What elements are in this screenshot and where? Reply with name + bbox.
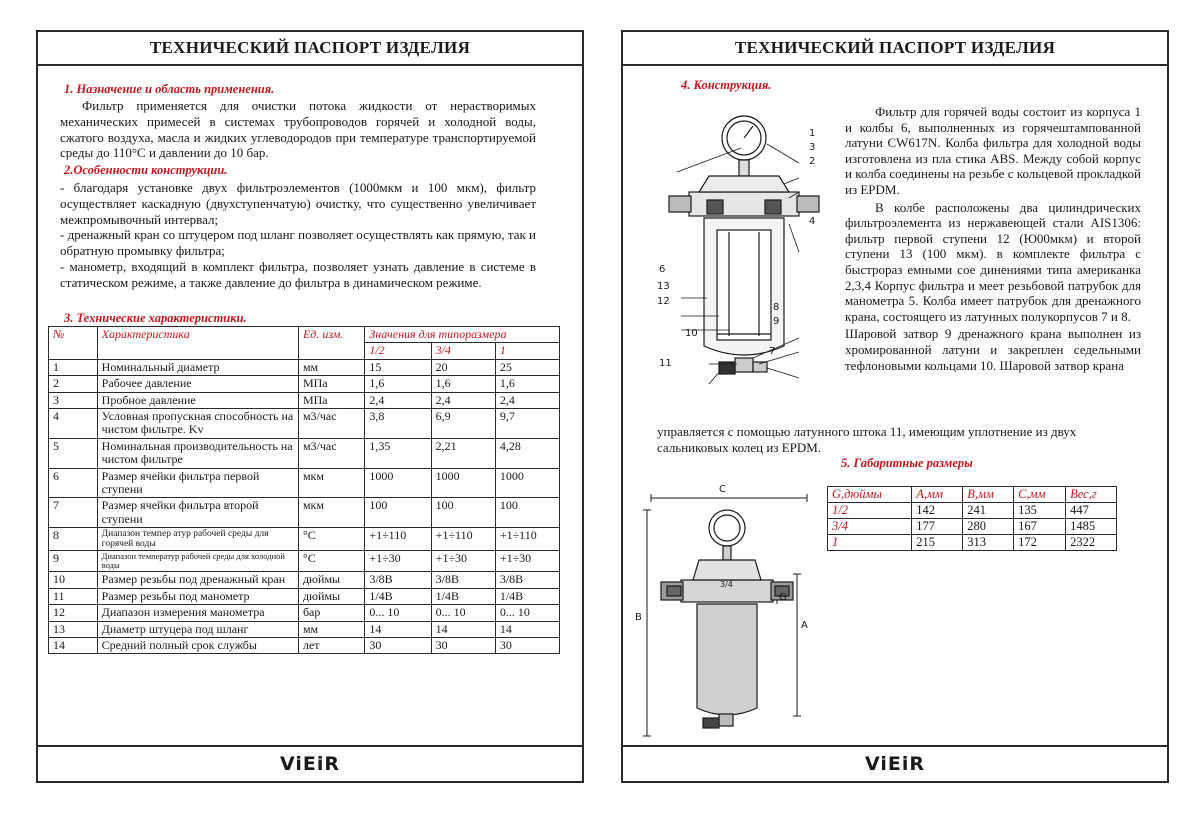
table-row bbox=[49, 572, 560, 588]
table-row bbox=[49, 392, 560, 408]
row-unit: °С bbox=[298, 551, 364, 572]
callout-6: 6 bbox=[659, 264, 666, 275]
row-value: 1,6 bbox=[365, 376, 431, 392]
row-value: 2,4 bbox=[431, 392, 495, 408]
row-unit: дюймы bbox=[298, 588, 364, 604]
table-row bbox=[49, 359, 560, 375]
row-number: 1 bbox=[49, 359, 98, 375]
header-unit: Ед. изм. bbox=[298, 327, 364, 360]
dims-header: G,дюймы bbox=[828, 487, 912, 503]
row-value: 100 bbox=[495, 498, 559, 528]
features-list bbox=[60, 180, 536, 291]
callout-3: 3 bbox=[809, 142, 816, 153]
row-characteristic: Средний полный срок службы bbox=[97, 637, 298, 653]
header-size: 1 bbox=[495, 343, 559, 359]
row-characteristic: Диаметр штуцера под шланг bbox=[97, 621, 298, 637]
right-page bbox=[621, 30, 1169, 783]
dims-value: 241 bbox=[963, 503, 1014, 519]
section-heading-dimensions: 5. Габаритные размеры bbox=[841, 456, 973, 470]
row-characteristic: Диапазон темпер атур рабочей среды для горячей воды bbox=[97, 528, 298, 551]
dim-label-b: B bbox=[635, 612, 642, 623]
dims-value: 1485 bbox=[1066, 519, 1117, 535]
row-number: 4 bbox=[49, 409, 98, 439]
row-number: 14 bbox=[49, 637, 98, 653]
row-value: 30 bbox=[495, 637, 559, 653]
dims-row bbox=[828, 503, 1117, 519]
construction-text bbox=[845, 104, 1141, 373]
row-value: 0... 10 bbox=[431, 605, 495, 621]
feature-item: - дренажный кран со штуцером под шланг позволяет осуществлять как прямую, так и обратную промывку фильтра; bbox=[60, 227, 536, 259]
row-characteristic: Условная пропускная способность на чистом фильтре. Kv bbox=[97, 409, 298, 439]
row-value: +1÷110 bbox=[431, 528, 495, 551]
row-value: 1000 bbox=[431, 468, 495, 498]
section-heading-purpose: 1. Назначение и область применения. bbox=[64, 82, 275, 96]
table-row bbox=[49, 551, 560, 572]
page-title: ТЕХНИЧЕСКИЙ ПАСПОРТ ИЗДЕЛИЯ bbox=[38, 32, 582, 66]
purpose-paragraph: Фильтр применяется для очистки потока жидкости от нерастворимых механических примесей в системах трубопроводов горячей и холодной воды, сжатого воздуха, масла и жидких углеводородов при температуре транспортируемой среды до 110°С и давлении до 10 бар. bbox=[60, 98, 536, 161]
dims-value: 2322 bbox=[1066, 535, 1117, 551]
row-unit: м3/час bbox=[298, 409, 364, 439]
row-unit: мкм bbox=[298, 468, 364, 498]
row-value: 3,8 bbox=[365, 409, 431, 439]
row-value: 0... 10 bbox=[495, 605, 559, 621]
row-value: 2,21 bbox=[431, 438, 495, 468]
row-number: 6 bbox=[49, 468, 98, 498]
row-value: 3/8В bbox=[495, 572, 559, 588]
dims-size: 1 bbox=[828, 535, 912, 551]
callout-9: 9 bbox=[773, 316, 780, 327]
row-number: 11 bbox=[49, 588, 98, 604]
row-characteristic: Размер ячейки фильтра второй ступени bbox=[97, 498, 298, 528]
row-value: 9,7 bbox=[495, 409, 559, 439]
dimensions-diagram bbox=[637, 486, 813, 746]
row-number: 5 bbox=[49, 438, 98, 468]
row-number: 8 bbox=[49, 528, 98, 551]
table-row bbox=[49, 498, 560, 528]
construction-paragraph: Фильтр для горячей воды состоит из корпуса 1 и колбы 6, выполненных из горячештампованной латуни CW617N. Колба фильтра для холодной воды изготовлена из пла стика ABS. Между собой корпус и колба соединены на резьбе с кольцевой прокладкой из EPDM. bbox=[845, 104, 1141, 197]
dims-header: В,мм bbox=[963, 487, 1014, 503]
section-heading-specs: 3. Технические характеристики. bbox=[64, 311, 247, 325]
table-row bbox=[49, 621, 560, 637]
dims-value: 280 bbox=[963, 519, 1014, 535]
table-row bbox=[49, 588, 560, 604]
construction-paragraph: В колбе расположены два цилиндрических фильтроэлемента из нержавеющей стали AIS1306: фильтр первой ступени 12 (Ю00мкм) и второй ступени 13 (100 мкм). в комплекте фильтра с быстрораз емными сое динениями типа американка 2,3,4 Корпус фильтра и меет резьбовой патрубок для манометра 5. Колба имеет патрубок для дренажного крана, состоящего из латунных полукорпусов 7 и 8. bbox=[845, 199, 1141, 324]
row-number: 3 bbox=[49, 392, 98, 408]
row-value: 25 bbox=[495, 359, 559, 375]
dimensions-table bbox=[827, 486, 1117, 551]
row-value: 1/4В bbox=[495, 588, 559, 604]
callout-1: 1 bbox=[809, 128, 816, 139]
row-value: 2,4 bbox=[365, 392, 431, 408]
dims-value: 135 bbox=[1014, 503, 1066, 519]
dims-value: 177 bbox=[912, 519, 963, 535]
dims-value: 313 bbox=[963, 535, 1014, 551]
row-number: 2 bbox=[49, 376, 98, 392]
row-value: 30 bbox=[431, 637, 495, 653]
header-values: Значения для типоразмера bbox=[365, 327, 560, 343]
row-value: 4,28 bbox=[495, 438, 559, 468]
callout-11: 11 bbox=[659, 358, 672, 369]
row-value: 1,6 bbox=[431, 376, 495, 392]
row-number: 9 bbox=[49, 551, 98, 572]
section-heading-construction: 4. Конструкция. bbox=[681, 78, 772, 92]
table-row bbox=[49, 605, 560, 621]
table-row bbox=[49, 468, 560, 498]
page-title: ТЕХНИЧЕСКИЙ ПАСПОРТ ИЗДЕЛИЯ bbox=[623, 32, 1167, 66]
brand-logo: ViEiR bbox=[38, 745, 582, 781]
row-characteristic: Рабочее давление bbox=[97, 376, 298, 392]
row-value: +1÷30 bbox=[431, 551, 495, 572]
callout-10: 10 bbox=[685, 328, 698, 339]
table-row bbox=[49, 438, 560, 468]
row-value: 1000 bbox=[365, 468, 431, 498]
row-value: 30 bbox=[365, 637, 431, 653]
header-characteristic: Характеристика bbox=[97, 327, 298, 360]
row-characteristic: Диапазон измерения манометра bbox=[97, 605, 298, 621]
dims-row bbox=[828, 535, 1117, 551]
row-value: 14 bbox=[431, 621, 495, 637]
row-value: +1÷110 bbox=[495, 528, 559, 551]
header-number: № bbox=[49, 327, 98, 360]
row-unit: МПа bbox=[298, 376, 364, 392]
row-number: 7 bbox=[49, 498, 98, 528]
row-characteristic: Размер ячейки фильтра первой ступени bbox=[97, 468, 298, 498]
row-value: +1÷30 bbox=[365, 551, 431, 572]
row-characteristic: Пробное давление bbox=[97, 392, 298, 408]
row-value: +1÷30 bbox=[495, 551, 559, 572]
dims-size: 3/4 bbox=[828, 519, 912, 535]
dims-value: 215 bbox=[912, 535, 963, 551]
dims-value: 167 bbox=[1014, 519, 1066, 535]
dims-header: С,мм bbox=[1014, 487, 1066, 503]
table-row bbox=[49, 409, 560, 439]
row-characteristic: Размер резьбы под дренажный кран bbox=[97, 572, 298, 588]
dims-header: А,мм bbox=[912, 487, 963, 503]
spec-table bbox=[48, 326, 560, 654]
row-value: 1,35 bbox=[365, 438, 431, 468]
row-value: 6,9 bbox=[431, 409, 495, 439]
row-value: 100 bbox=[365, 498, 431, 528]
construction-paragraph: Шаровой затвор 9 дренажного крана выполнен из хромированной латуни и закреплен седельными тефлоновыми кольцами 10. Шаровой затвор крана bbox=[845, 326, 1141, 373]
row-unit: м3/час bbox=[298, 438, 364, 468]
purpose-text bbox=[60, 98, 536, 161]
dim-label-a: A bbox=[801, 620, 808, 631]
row-value: 0... 10 bbox=[365, 605, 431, 621]
construction-paragraph-cont: управляется с помощью латунного штока 11, имеющим уплотнение из двух сальниковых колец из EPDM. bbox=[657, 424, 1077, 455]
row-characteristic: Размер резьбы под манометр bbox=[97, 588, 298, 604]
row-value: 1/4В bbox=[431, 588, 495, 604]
dims-size: 1/2 bbox=[828, 503, 912, 519]
dim-label-c: C bbox=[719, 484, 726, 495]
callout-8: 8 bbox=[773, 302, 780, 313]
row-value: 14 bbox=[495, 621, 559, 637]
row-value: 15 bbox=[365, 359, 431, 375]
dims-row bbox=[828, 519, 1117, 535]
row-value: +1÷110 bbox=[365, 528, 431, 551]
row-value: 1000 bbox=[495, 468, 559, 498]
header-size: 3/4 bbox=[431, 343, 495, 359]
row-unit: лет bbox=[298, 637, 364, 653]
row-value: 1,6 bbox=[495, 376, 559, 392]
row-unit: мкм bbox=[298, 498, 364, 528]
dim-label-size: 3/4 bbox=[720, 580, 733, 589]
row-value: 3/8В bbox=[365, 572, 431, 588]
row-value: 3/8В bbox=[431, 572, 495, 588]
callout-2: 2 bbox=[809, 156, 816, 167]
callout-13: 13 bbox=[657, 281, 670, 292]
row-unit: дюймы bbox=[298, 572, 364, 588]
row-unit: МПа bbox=[298, 392, 364, 408]
row-unit: мм bbox=[298, 621, 364, 637]
row-characteristic: Номинальный диаметр bbox=[97, 359, 298, 375]
row-characteristic: Диапазон температур рабочей среды для холодной воды bbox=[97, 551, 298, 572]
callout-7: 7 bbox=[769, 346, 776, 357]
row-value: 1/4В bbox=[365, 588, 431, 604]
row-value: 20 bbox=[431, 359, 495, 375]
callout-4: 4 bbox=[809, 216, 816, 227]
row-unit: мм bbox=[298, 359, 364, 375]
row-number: 12 bbox=[49, 605, 98, 621]
section-heading-features: 2.Особенности конструкции. bbox=[64, 163, 228, 177]
row-number: 13 bbox=[49, 621, 98, 637]
table-row bbox=[49, 637, 560, 653]
dim-label-g: G bbox=[779, 592, 787, 603]
left-page bbox=[36, 30, 584, 783]
feature-item: - благодаря установке двух фильтроэлементов (1000мкм и 100 мкм), фильтр осуществляет каскадную (двухступенчатую) очистку, что существенно увеличивает межпромывочный интервал; bbox=[60, 180, 536, 227]
row-value: 2,4 bbox=[495, 392, 559, 408]
table-row bbox=[49, 528, 560, 551]
table-row bbox=[49, 376, 560, 392]
dims-header: Вес,г bbox=[1066, 487, 1117, 503]
row-characteristic: Номинальная производительность на чистом фильтре bbox=[97, 438, 298, 468]
dims-value: 447 bbox=[1066, 503, 1117, 519]
feature-item: - манометр, входящий в комплект фильтра, позволяет узнать давление в системе в статическом режиме, а также давление до фильтра в динамическом режиме. bbox=[60, 258, 536, 290]
dims-value: 172 bbox=[1014, 535, 1066, 551]
callout-12: 12 bbox=[657, 296, 670, 307]
row-value: 14 bbox=[365, 621, 431, 637]
row-value: 100 bbox=[431, 498, 495, 528]
row-number: 10 bbox=[49, 572, 98, 588]
header-size: 1/2 bbox=[365, 343, 431, 359]
row-unit: °С bbox=[298, 528, 364, 551]
brand-logo: ViEiR bbox=[623, 745, 1167, 781]
row-unit: бар bbox=[298, 605, 364, 621]
dims-value: 142 bbox=[912, 503, 963, 519]
